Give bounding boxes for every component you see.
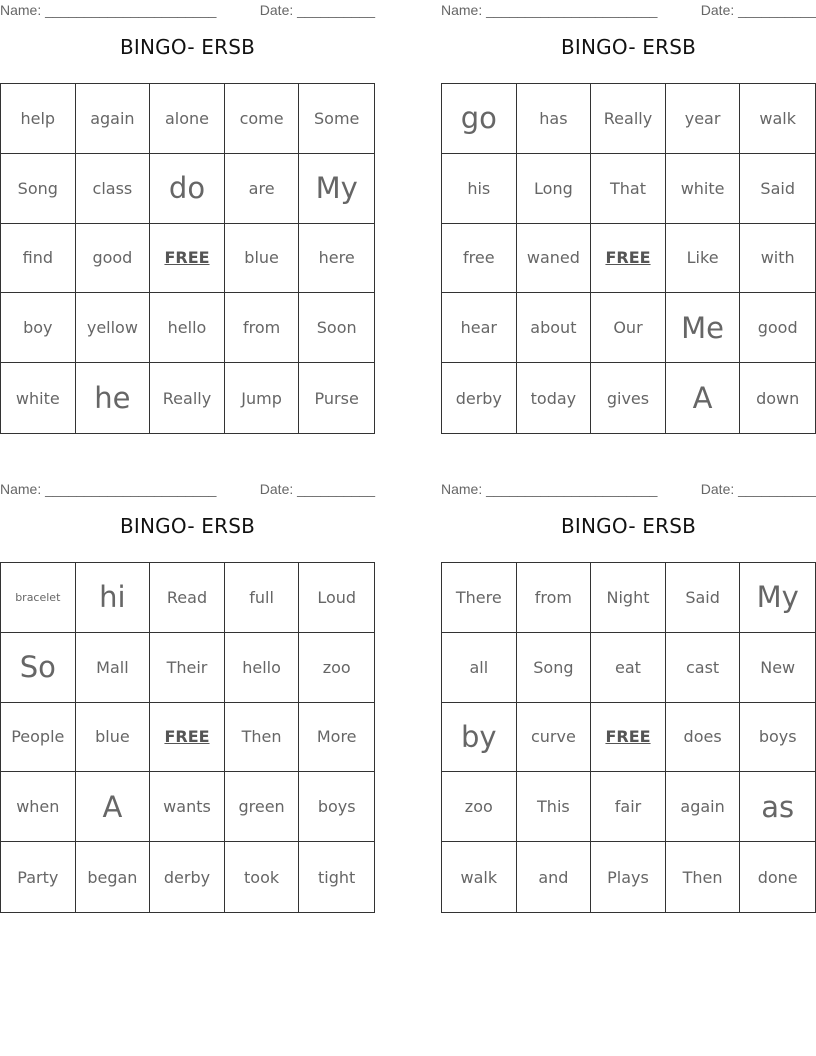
bingo-cell: blue <box>76 703 151 773</box>
bingo-cell: Like <box>666 224 741 294</box>
bingo-cell: hello <box>225 633 300 703</box>
bingo-cell: full <box>225 563 300 633</box>
bingo-cell: boys <box>299 772 374 842</box>
bingo-cell: come <box>225 84 300 154</box>
bingo-cell: Our <box>591 293 666 363</box>
date-line: Date: __________ <box>700 481 816 497</box>
bingo-cell: help <box>1 84 76 154</box>
bingo-cell: Plays <box>591 842 666 912</box>
bingo-grid <box>441 562 816 913</box>
bingo-cell: Long <box>517 154 592 224</box>
bingo-cell: done <box>757 867 798 887</box>
bingo-cell: Night <box>591 563 666 633</box>
bingo-cell: go <box>442 84 517 154</box>
bingo-cell: does <box>666 703 741 773</box>
bingo-cell: again <box>76 84 151 154</box>
bingo-cell: here <box>299 224 374 294</box>
bingo-cell: alone <box>150 84 225 154</box>
bingo-cell: from <box>517 563 592 633</box>
bingo-cell: People <box>1 703 76 773</box>
bingo-cell: his <box>442 154 517 224</box>
bingo-cell: white <box>666 154 741 224</box>
bingo-cell: New <box>740 633 815 703</box>
bingo-cell: derby <box>442 363 517 433</box>
bingo-cell: took <box>225 842 300 912</box>
bingo-cell: Song <box>517 633 592 703</box>
bingo-cell: walk <box>442 842 517 912</box>
bingo-cell: A <box>76 772 151 842</box>
bingo-grid <box>0 83 375 434</box>
bingo-cell: all <box>442 633 517 703</box>
bingo-cell: This <box>517 772 592 842</box>
bingo-cell: Really <box>591 84 666 154</box>
card-title: BINGO- ERSB <box>560 35 697 59</box>
bingo-cell: So <box>1 633 76 703</box>
bingo-cell: zoo <box>299 633 374 703</box>
bingo-cell: wants <box>150 772 225 842</box>
bingo-cell: has <box>517 84 592 154</box>
bingo-cell: A <box>666 363 741 433</box>
bingo-cell: year <box>666 84 741 154</box>
bingo-cell: bracelet <box>1 563 76 633</box>
bingo-cell: good <box>76 224 151 294</box>
bingo-cell: Then <box>225 703 300 773</box>
free-space: FREE <box>150 224 225 294</box>
bingo-cell: blue <box>225 224 300 294</box>
bingo-cell: from <box>225 293 300 363</box>
date-line: Date: __________ <box>700 2 816 18</box>
bingo-cell: as <box>740 772 815 842</box>
bingo-cell: yellow <box>76 293 151 363</box>
bingo-cell: Some <box>299 84 374 154</box>
bingo-cell: Mall <box>76 633 151 703</box>
bingo-cell: today <box>517 363 592 433</box>
card-title: BINGO- ERSB <box>119 35 256 59</box>
bingo-cell: Their <box>150 633 225 703</box>
bingo-cell: green <box>225 772 300 842</box>
bingo-cell: Soon <box>299 293 374 363</box>
bingo-grid <box>0 562 375 913</box>
bingo-cell: by <box>442 703 517 773</box>
bingo-cell: boys <box>740 703 815 773</box>
bingo-cell: hi <box>76 563 151 633</box>
bingo-cell: waned <box>517 224 592 294</box>
bingo-cell: curve <box>517 703 592 773</box>
bingo-cell: and <box>517 842 592 912</box>
bingo-cell: Me <box>666 293 741 363</box>
card-header <box>441 479 816 501</box>
bingo-cell: hear <box>442 293 517 363</box>
card-header <box>0 0 375 22</box>
bingo-cell: fair <box>591 772 666 842</box>
bingo-cell: when <box>1 772 76 842</box>
bingo-grid <box>441 83 816 434</box>
bingo-card <box>0 0 375 416</box>
bingo-cell: cast <box>666 633 741 703</box>
bingo-cell: about <box>517 293 592 363</box>
name-line: Name: ______________________ <box>441 481 658 497</box>
bingo-cell: Said <box>740 154 815 224</box>
date-line: Date: __________ <box>259 2 375 18</box>
bingo-cell: good <box>740 293 815 363</box>
bingo-cell: white <box>1 363 76 433</box>
bingo-cell: tight <box>318 867 356 887</box>
bingo-cell: My <box>740 563 815 633</box>
bingo-cell: That <box>591 154 666 224</box>
bingo-cell: eat <box>591 633 666 703</box>
card-title: BINGO- ERSB <box>560 514 697 538</box>
bingo-cell: boy <box>1 293 76 363</box>
name-line: Name: ______________________ <box>0 2 217 18</box>
name-line: Name: ______________________ <box>441 2 658 18</box>
bingo-cell: are <box>225 154 300 224</box>
free-space: FREE <box>150 703 225 773</box>
bingo-card <box>441 0 816 416</box>
name-line: Name: ______________________ <box>0 481 217 497</box>
bingo-cell: Song <box>1 154 76 224</box>
bingo-cell: Loud <box>299 563 374 633</box>
card-title: BINGO- ERSB <box>119 514 256 538</box>
bingo-cell: with <box>740 224 815 294</box>
bingo-cell: More <box>299 703 374 773</box>
bingo-cell: again <box>666 772 741 842</box>
bingo-cell: free <box>442 224 517 294</box>
bingo-card <box>441 479 816 887</box>
bingo-cell: Read <box>150 563 225 633</box>
bingo-cell: My <box>299 154 374 224</box>
bingo-cell: Really <box>150 363 225 433</box>
free-space: FREE <box>591 703 666 773</box>
card-header <box>441 0 816 22</box>
bingo-cell: Then <box>666 842 741 912</box>
bingo-cell: began <box>76 842 151 912</box>
date-line: Date: __________ <box>259 481 375 497</box>
bingo-cell: hello <box>150 293 225 363</box>
bingo-cell: do <box>150 154 225 224</box>
bingo-cell: zoo <box>442 772 517 842</box>
bingo-cell: find <box>1 224 76 294</box>
bingo-cell: Purse <box>314 388 359 408</box>
bingo-cell: Said <box>666 563 741 633</box>
bingo-cell: class <box>76 154 151 224</box>
bingo-cell: down <box>756 388 800 408</box>
bingo-cell: gives <box>591 363 666 433</box>
bingo-cell: Jump <box>225 363 300 433</box>
card-header <box>0 479 375 501</box>
bingo-cell: There <box>442 563 517 633</box>
bingo-cell: walk <box>740 84 815 154</box>
bingo-cell: derby <box>150 842 225 912</box>
bingo-card <box>0 479 375 887</box>
bingo-cell: Party <box>1 842 76 912</box>
bingo-cell: he <box>76 363 151 433</box>
free-space: FREE <box>591 224 666 294</box>
